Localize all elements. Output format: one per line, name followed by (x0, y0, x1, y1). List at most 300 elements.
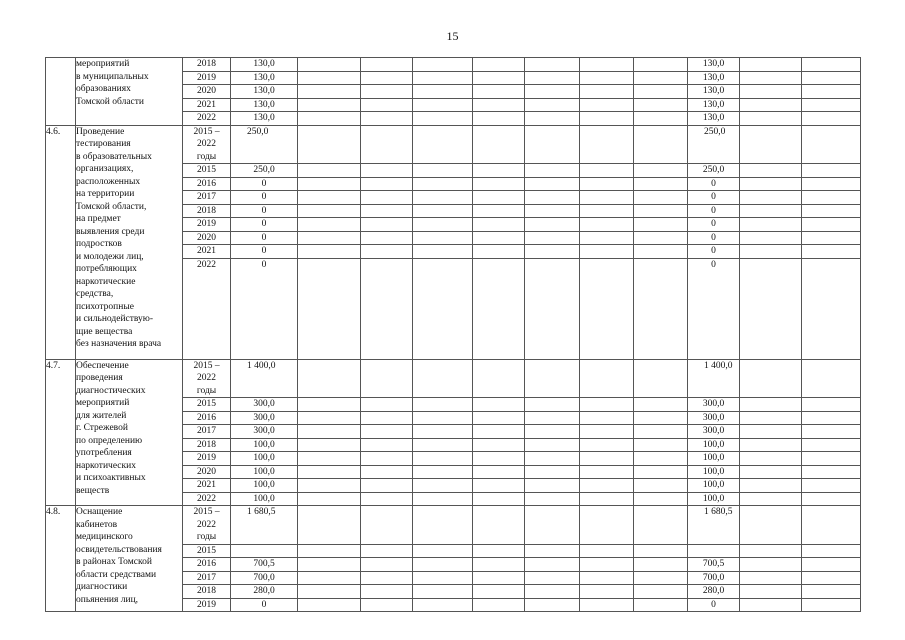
empty-cell (740, 258, 802, 359)
empty-cell (580, 231, 634, 245)
total-cell: 130,0 (231, 58, 298, 72)
empty-cell (298, 585, 361, 599)
table-row (46, 125, 861, 164)
empty-cell (473, 85, 525, 99)
empty-cell (580, 177, 634, 191)
empty-cell (634, 98, 688, 112)
empty-cell (361, 231, 413, 245)
empty-cell (525, 191, 580, 205)
empty-cell (525, 438, 580, 452)
empty-cell (740, 425, 802, 439)
empty-cell (580, 571, 634, 585)
empty-cell (525, 58, 580, 72)
amount-cell: 130,0 (688, 85, 740, 99)
empty-cell (473, 245, 525, 259)
empty-cell (740, 598, 802, 612)
empty-cell (298, 58, 361, 72)
empty-cell (580, 112, 634, 126)
empty-cell (361, 411, 413, 425)
empty-cell (413, 425, 473, 439)
empty-cell (525, 218, 580, 232)
amount-cell: 100,0 (688, 492, 740, 506)
empty-cell (802, 125, 861, 164)
measure-name-line: Томской области, (76, 201, 147, 212)
empty-cell (580, 258, 634, 359)
empty-cell (634, 571, 688, 585)
empty-cell (298, 452, 361, 466)
empty-cell (525, 245, 580, 259)
empty-cell (473, 465, 525, 479)
empty-cell (634, 492, 688, 506)
empty-cell (413, 85, 473, 99)
empty-cell (634, 506, 688, 545)
empty-cell (802, 58, 861, 72)
empty-cell (473, 359, 525, 398)
empty-cell (634, 245, 688, 259)
empty-cell (802, 112, 861, 126)
empty-cell (298, 558, 361, 572)
table-row (46, 58, 861, 72)
empty-cell (473, 98, 525, 112)
empty-cell (634, 191, 688, 205)
measure-name-line: выявления среди (76, 226, 145, 237)
empty-cell (634, 544, 688, 558)
empty-cell (298, 177, 361, 191)
empty-cell (473, 177, 525, 191)
amount-cell: 100,0 (688, 438, 740, 452)
empty-cell (634, 585, 688, 599)
total-cell: 300,0 (231, 425, 298, 439)
empty-cell (473, 398, 525, 412)
year-cell: 2017 (183, 191, 231, 205)
measure-name-line: диагностических (76, 385, 146, 396)
empty-cell (413, 58, 473, 72)
year-cell: 2019 (183, 452, 231, 466)
measure-name-line: кабинетов (76, 519, 118, 530)
empty-cell (473, 438, 525, 452)
empty-cell (580, 506, 634, 545)
amount-cell: 0 (688, 204, 740, 218)
total-cell: 0 (231, 231, 298, 245)
empty-cell (740, 218, 802, 232)
empty-cell (298, 492, 361, 506)
empty-cell (473, 544, 525, 558)
empty-cell (580, 218, 634, 232)
empty-cell (740, 245, 802, 259)
empty-cell (361, 258, 413, 359)
total-cell: 0 (231, 177, 298, 191)
measure-name-line: на территории (76, 189, 135, 199)
empty-cell (361, 558, 413, 572)
empty-cell (740, 359, 802, 398)
empty-cell (740, 164, 802, 178)
empty-cell (413, 452, 473, 466)
year-cell: 2015 – 2022 годы (183, 506, 231, 545)
total-cell: 130,0 (231, 98, 298, 112)
total-cell: 300,0 (231, 398, 298, 412)
empty-cell (361, 465, 413, 479)
total-cell: 0 (231, 218, 298, 232)
total-cell: 700,5 (231, 558, 298, 572)
empty-cell (361, 425, 413, 439)
empty-cell (298, 231, 361, 245)
empty-cell (580, 598, 634, 612)
empty-cell (525, 558, 580, 572)
empty-cell (298, 571, 361, 585)
empty-cell (740, 125, 802, 164)
empty-cell (361, 164, 413, 178)
empty-cell (525, 71, 580, 85)
year-cell: 2019 (183, 598, 231, 612)
empty-cell (802, 452, 861, 466)
measure-name (76, 125, 183, 359)
measure-name-line: без назначения врача (76, 339, 162, 349)
empty-cell (634, 85, 688, 99)
empty-cell (580, 479, 634, 493)
empty-cell (413, 506, 473, 545)
empty-cell (802, 258, 861, 359)
empty-cell (473, 411, 525, 425)
empty-cell (298, 506, 361, 545)
total-cell: 0 (231, 258, 298, 359)
empty-cell (802, 85, 861, 99)
empty-cell (802, 411, 861, 425)
total-cell: 0 (231, 245, 298, 259)
total-cell: 130,0 (231, 112, 298, 126)
year-cell: 2016 (183, 411, 231, 425)
total-cell: 300,0 (231, 411, 298, 425)
empty-cell (740, 558, 802, 572)
measure-name-line: образованиях (76, 84, 131, 94)
amount-cell: 300,0 (688, 398, 740, 412)
empty-cell (361, 112, 413, 126)
total-cell: 0 (231, 191, 298, 205)
empty-cell (298, 359, 361, 398)
empty-cell (298, 71, 361, 85)
empty-cell (473, 71, 525, 85)
empty-cell (525, 492, 580, 506)
empty-cell (580, 85, 634, 99)
empty-cell (361, 506, 413, 545)
empty-cell (634, 411, 688, 425)
empty-cell (580, 125, 634, 164)
empty-cell (580, 359, 634, 398)
empty-cell (413, 98, 473, 112)
empty-cell (580, 585, 634, 599)
empty-cell (525, 85, 580, 99)
empty-cell (473, 258, 525, 359)
empty-cell (361, 71, 413, 85)
empty-cell (634, 177, 688, 191)
empty-cell (413, 544, 473, 558)
empty-cell (740, 177, 802, 191)
empty-cell (740, 544, 802, 558)
empty-cell (413, 479, 473, 493)
empty-cell (473, 218, 525, 232)
empty-cell (525, 571, 580, 585)
empty-cell (525, 479, 580, 493)
empty-cell (740, 411, 802, 425)
table-row (46, 506, 861, 545)
year-cell: 2019 (183, 218, 231, 232)
empty-cell (525, 465, 580, 479)
amount-cell: 250,0 (688, 125, 740, 164)
measure-name-line: психотропные (76, 301, 134, 312)
total-cell (231, 544, 298, 558)
amount-cell: 100,0 (688, 465, 740, 479)
measure-name-line: и молодежи лиц, (76, 251, 144, 262)
empty-cell (580, 204, 634, 218)
total-cell: 130,0 (231, 85, 298, 99)
empty-cell (802, 571, 861, 585)
amount-cell: 100,0 (688, 479, 740, 493)
empty-cell (413, 411, 473, 425)
empty-cell (298, 425, 361, 439)
empty-cell (473, 204, 525, 218)
empty-cell (525, 112, 580, 126)
empty-cell (473, 112, 525, 126)
year-cell: 2019 (183, 71, 231, 85)
empty-cell (413, 438, 473, 452)
empty-cell (298, 398, 361, 412)
empty-cell (740, 398, 802, 412)
empty-cell (473, 164, 525, 178)
amount-cell: 280,0 (688, 585, 740, 599)
year-cell: 2018 (183, 585, 231, 599)
empty-cell (634, 71, 688, 85)
empty-cell (580, 98, 634, 112)
year-cell: 2015 (183, 544, 231, 558)
empty-cell (413, 585, 473, 599)
table-row (46, 359, 861, 398)
measure-name-line: в муниципальных (76, 71, 149, 82)
year-cell: 2017 (183, 425, 231, 439)
empty-cell (361, 452, 413, 466)
empty-cell (413, 191, 473, 205)
empty-cell (413, 398, 473, 412)
empty-cell (473, 231, 525, 245)
empty-cell (361, 177, 413, 191)
measure-name-line: употребления (76, 448, 132, 458)
empty-cell (740, 204, 802, 218)
empty-cell (413, 598, 473, 612)
amount-cell: 300,0 (688, 411, 740, 425)
empty-cell (802, 465, 861, 479)
measure-name-line: освидетельствования (76, 544, 162, 555)
year-cell: 2020 (183, 231, 231, 245)
empty-cell (473, 598, 525, 612)
year-cell: 2015 (183, 398, 231, 412)
measure-name-line: расположенных (76, 176, 141, 187)
empty-cell (802, 218, 861, 232)
empty-cell (298, 218, 361, 232)
empty-cell (361, 245, 413, 259)
measure-name-line: наркотические (76, 276, 136, 287)
measure-name-line: организациях, (76, 164, 134, 174)
empty-cell (634, 218, 688, 232)
empty-cell (740, 571, 802, 585)
year-cell: 2020 (183, 465, 231, 479)
empty-cell (740, 479, 802, 493)
empty-cell (473, 425, 525, 439)
year-cell: 2016 (183, 177, 231, 191)
total-cell: 100,0 (231, 465, 298, 479)
empty-cell (298, 258, 361, 359)
empty-cell (473, 585, 525, 599)
measure-name-line: медицинского (76, 532, 133, 542)
section-number: 4.7. (46, 359, 76, 506)
empty-cell (413, 492, 473, 506)
total-cell: 1 680,5 (231, 506, 298, 545)
amount-cell: 130,0 (688, 98, 740, 112)
empty-cell (634, 164, 688, 178)
empty-cell (802, 231, 861, 245)
measure-name-line: Томской области (76, 96, 144, 107)
empty-cell (298, 85, 361, 99)
empty-cell (525, 98, 580, 112)
empty-cell (361, 85, 413, 99)
total-cell: 280,0 (231, 585, 298, 599)
year-cell: 2021 (183, 479, 231, 493)
empty-cell (473, 506, 525, 545)
total-cell: 100,0 (231, 452, 298, 466)
empty-cell (580, 438, 634, 452)
total-cell: 100,0 (231, 492, 298, 506)
empty-cell (802, 425, 861, 439)
empty-cell (634, 398, 688, 412)
amount-cell: 250,0 (688, 164, 740, 178)
empty-cell (634, 112, 688, 126)
empty-cell (802, 438, 861, 452)
empty-cell (740, 85, 802, 99)
measure-name-line: мероприятий (76, 398, 130, 408)
empty-cell (634, 204, 688, 218)
empty-cell (361, 191, 413, 205)
empty-cell (802, 177, 861, 191)
amount-cell: 300,0 (688, 425, 740, 439)
year-cell: 2021 (183, 245, 231, 259)
total-cell: 100,0 (231, 479, 298, 493)
empty-cell (361, 492, 413, 506)
amount-cell: 130,0 (688, 58, 740, 72)
year-cell: 2015 – 2022 годы (183, 359, 231, 398)
empty-cell (361, 585, 413, 599)
empty-cell (525, 425, 580, 439)
empty-cell (298, 598, 361, 612)
empty-cell (413, 125, 473, 164)
empty-cell (580, 191, 634, 205)
empty-cell (802, 191, 861, 205)
empty-cell (580, 452, 634, 466)
empty-cell (361, 438, 413, 452)
empty-cell (298, 191, 361, 205)
empty-cell (802, 585, 861, 599)
measure-name-line: в образовательных (76, 151, 152, 162)
section-number: 4.8. (46, 506, 76, 612)
total-cell: 250,0 (231, 125, 298, 164)
empty-cell (740, 71, 802, 85)
empty-cell (802, 71, 861, 85)
amount-cell: 100,0 (688, 452, 740, 466)
total-cell: 250,0 (231, 164, 298, 178)
measure-name-line: тестирования (76, 139, 131, 149)
empty-cell (413, 231, 473, 245)
year-cell: 2018 (183, 58, 231, 72)
measure-name-line: диагностики (76, 582, 128, 592)
empty-cell (413, 177, 473, 191)
empty-cell (413, 571, 473, 585)
measure-name-line: наркотических (76, 460, 136, 471)
empty-cell (361, 359, 413, 398)
year-cell: 2015 – 2022 годы (183, 125, 231, 164)
amount-cell: 130,0 (688, 112, 740, 126)
empty-cell (740, 506, 802, 545)
empty-cell (802, 558, 861, 572)
measure-name-line: Оснащение (76, 507, 123, 517)
empty-cell (580, 398, 634, 412)
empty-cell (473, 571, 525, 585)
empty-cell (413, 71, 473, 85)
measure-name (76, 506, 183, 612)
empty-cell (413, 164, 473, 178)
empty-cell (580, 544, 634, 558)
empty-cell (525, 411, 580, 425)
empty-cell (580, 164, 634, 178)
empty-cell (740, 465, 802, 479)
total-cell: 130,0 (231, 71, 298, 85)
empty-cell (473, 452, 525, 466)
amount-cell: 0 (688, 218, 740, 232)
empty-cell (361, 204, 413, 218)
empty-cell (802, 98, 861, 112)
empty-cell (802, 479, 861, 493)
empty-cell (298, 479, 361, 493)
empty-cell (298, 438, 361, 452)
empty-cell (525, 164, 580, 178)
empty-cell (802, 544, 861, 558)
empty-cell (634, 438, 688, 452)
year-cell: 2018 (183, 204, 231, 218)
empty-cell (802, 598, 861, 612)
measure-name-line: потребляющих (76, 264, 137, 274)
empty-cell (634, 598, 688, 612)
empty-cell (361, 58, 413, 72)
empty-cell (580, 411, 634, 425)
empty-cell (580, 465, 634, 479)
empty-cell (525, 258, 580, 359)
empty-cell (525, 598, 580, 612)
empty-cell (361, 544, 413, 558)
empty-cell (525, 125, 580, 164)
page-number: 15 (446, 29, 459, 43)
measure-name-line: г. Стрежевой (76, 423, 128, 433)
empty-cell (580, 71, 634, 85)
empty-cell (361, 125, 413, 164)
total-cell: 0 (231, 598, 298, 612)
empty-cell (525, 585, 580, 599)
amount-cell: 1 680,5 (688, 506, 740, 545)
empty-cell (298, 112, 361, 126)
measure-name-line: на предмет (76, 214, 121, 224)
year-cell: 2020 (183, 85, 231, 99)
total-cell: 700,0 (231, 571, 298, 585)
measure-name-line: веществ (76, 485, 110, 496)
empty-cell (298, 245, 361, 259)
amount-cell: 700,5 (688, 558, 740, 572)
empty-cell (802, 204, 861, 218)
empty-cell (634, 125, 688, 164)
empty-cell (298, 465, 361, 479)
